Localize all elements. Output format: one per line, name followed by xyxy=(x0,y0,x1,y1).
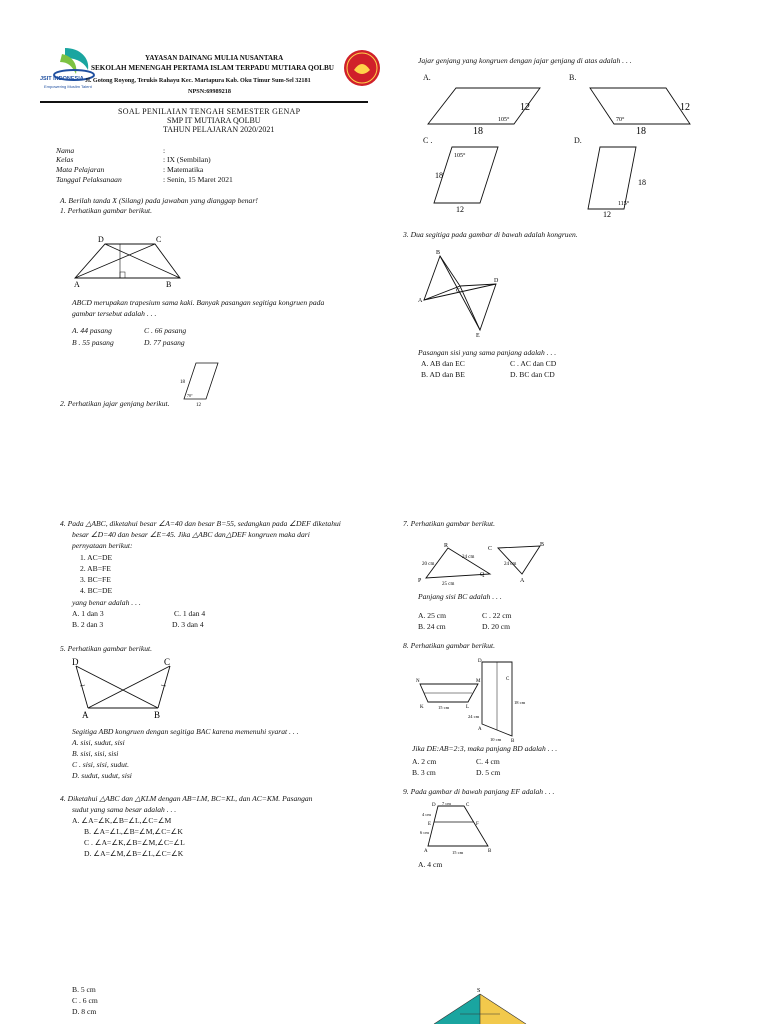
info-label-date: Tanggal Pelaksanaan xyxy=(56,175,122,184)
info-value-date: : Senin, 15 Maret 2021 xyxy=(163,175,233,184)
qr-figure-d xyxy=(588,147,668,217)
q1-label-b: B xyxy=(166,280,172,289)
q8-label-l: L xyxy=(466,705,470,710)
q9-label-f: F xyxy=(476,822,479,827)
q2-parallelogram-figure xyxy=(180,363,224,408)
q4-option-a[interactable]: A. 1 dan 3 xyxy=(72,609,104,618)
header-address: Jl. Gotong Royong, Terukis Rahayu Kec. Martapura Kab. Oku Timur Sum-Sel 32181 xyxy=(85,77,311,84)
q8-label-10: 10 cm xyxy=(490,737,502,742)
q7-option-c[interactable]: C . 22 cm xyxy=(482,611,512,620)
section-a-instruction: A. Berilah tanda X (Silang) pada jawaban yang dianggap benar! xyxy=(60,196,258,205)
q6-option-c[interactable]: C . ∠A=∠K,∠B=∠M,∠C=∠L xyxy=(84,838,185,847)
q8-label-a: A xyxy=(478,727,482,732)
bottom-option-c[interactable]: C . 6 cm xyxy=(72,996,98,1005)
q9-label-e: E xyxy=(428,822,432,827)
qr-d-label-18: 18 xyxy=(638,178,646,187)
q8-text: 8. Perhatikan gambar berikut. xyxy=(403,641,496,650)
qr-option-a-letter[interactable]: A. xyxy=(423,73,431,82)
q1-trapezoid-figure xyxy=(70,234,190,290)
header-school: SEKOLAH MENENGAH PERTAMA ISLAM TERPADU MUTIARA QOLBU xyxy=(91,64,334,72)
q7-label-a: A xyxy=(520,578,525,584)
q9-label-c: C xyxy=(466,803,470,808)
q4-option-c[interactable]: C. 1 dan 4 xyxy=(174,609,206,618)
q7-label-25: 25 cm xyxy=(442,582,455,587)
qr-figure-a xyxy=(428,84,548,136)
q9-label-6: 6 cm xyxy=(420,830,429,835)
q1-desc-line1: ABCD merupakan trapesium sama kaki. Banyak pasangan segitiga kongruen pada xyxy=(72,298,325,307)
school-logo-right xyxy=(344,50,380,86)
header-npsn: NPSN:69989218 xyxy=(188,88,231,95)
qr-option-d-letter[interactable]: D. xyxy=(574,136,582,145)
q1-desc-line2: gambar tersebut adalah . . . xyxy=(72,309,157,318)
q6-option-d[interactable]: D. ∠A=∠M,∠B=∠L,∠C=∠K xyxy=(84,849,184,858)
qr-figure-c xyxy=(434,147,504,217)
q4-item-2: 2. AB=FE xyxy=(80,564,111,573)
info-label-class: Kelas xyxy=(56,155,74,164)
q8-option-a[interactable]: A. 2 cm xyxy=(412,757,437,766)
q8-label-d: D xyxy=(478,659,482,664)
logo-left-sub: Empowering Muslim Talent xyxy=(44,84,92,89)
info-label-name: Nama xyxy=(56,146,75,155)
qr-c-label-18: 18 xyxy=(435,171,443,180)
q6-option-a[interactable]: A. ∠A=∠K,∠B=∠L,∠C=∠M xyxy=(72,816,172,825)
qr-b-label-18: 18 xyxy=(636,126,646,137)
q3-label-c: C xyxy=(456,288,461,294)
q4-item-1: 1. AC=DE xyxy=(80,553,113,562)
q9-label-4: 4 cm xyxy=(422,812,431,817)
q2-label-18: 18 xyxy=(180,380,185,385)
q4-ask: yang benar adalah . . . xyxy=(72,598,141,607)
q9-label-15: 15 cm xyxy=(452,850,464,855)
logo-left-text: JSIT INDONESIA xyxy=(40,76,84,82)
q5-triangles-figure xyxy=(70,658,180,720)
q3-option-a[interactable]: A. AB dan EC xyxy=(421,359,465,368)
q5-text: 5. Perhatikan gambar berikut. xyxy=(60,644,153,653)
q8-label-18: 18 cm xyxy=(514,700,526,705)
q3-label-b: B xyxy=(436,250,441,256)
q7-label-r: R xyxy=(444,543,449,549)
qr-a-label-105: 105° xyxy=(498,117,510,123)
q3-label-a: A xyxy=(418,298,423,304)
q7-label-c: C xyxy=(488,546,493,552)
q8-ask: Jika DE:AB=2:3, maka panjang BD adalah . . . xyxy=(412,744,558,753)
q5-ask: Segitiga ABD kongruen dengan segitiga BAC karena memenuhi syarat . . . xyxy=(72,727,299,736)
q1-option-c[interactable]: C . 66 pasang xyxy=(144,326,187,335)
q8-option-c[interactable]: C. 4 cm xyxy=(476,757,500,766)
q8-label-24: 24 cm xyxy=(468,714,480,719)
qr-a-label-12: 12 xyxy=(520,102,530,113)
q7-option-d[interactable]: D. 20 cm xyxy=(482,622,511,631)
q7-label-p: P xyxy=(418,578,422,584)
q2-label-12: 12 xyxy=(196,403,201,408)
bottom-label-s: S xyxy=(477,988,481,994)
q1-option-a[interactable]: A. 44 pasang xyxy=(72,326,112,335)
q7-label-20: 20 cm xyxy=(422,562,435,567)
q8-option-b[interactable]: B. 3 cm xyxy=(412,768,436,777)
q9-label-d: D xyxy=(432,803,436,808)
q8-label-c: C xyxy=(506,677,510,682)
q8-label-m: M xyxy=(476,679,481,684)
header-org: YAYASAN DAINANG MULIA NUSANTARA xyxy=(145,54,284,62)
q4-item-4: 4. BC=DE xyxy=(80,586,113,595)
q7-option-a[interactable]: A. 25 cm xyxy=(418,611,447,620)
q5-label-d: D xyxy=(72,657,79,667)
q4-line3: pernyataan berikut: xyxy=(72,541,133,550)
q5-option-a[interactable]: A. sisi, sudut, sisi xyxy=(72,738,125,747)
q7-label-q: Q xyxy=(480,572,485,578)
info-value-class: : IX (Sembilan) xyxy=(163,155,211,164)
q7-ask: Panjang sisi BC adalah . . . xyxy=(418,592,502,601)
bottom-option-b[interactable]: B. 5 cm xyxy=(72,985,96,994)
q8-label-k: K xyxy=(420,705,424,710)
q8-label-b: B xyxy=(511,739,515,744)
qr-a-label-18: 18 xyxy=(473,126,483,137)
qr-b-label-12: 12 xyxy=(680,102,690,113)
q8-label-n: N xyxy=(416,679,420,684)
qr-option-b-letter[interactable]: B. xyxy=(569,73,577,82)
q9-label-b: B xyxy=(488,849,492,854)
q4-line1: 4. Pada △ABC, diketahui besar ∠A=40 dan besar B=55, sedangkan pada ∠DEF diketahui xyxy=(60,519,341,528)
q9-label-a: A xyxy=(424,849,428,854)
q3-option-c[interactable]: C . AC dan CD xyxy=(510,359,557,368)
info-label-subject: Mata Pelajaran xyxy=(56,165,105,174)
q3-ask: Pasangan sisi yang sama panjang adalah . . . xyxy=(418,348,557,357)
qr-d-label-12: 12 xyxy=(603,210,611,219)
q1-option-d[interactable]: D. 77 pasang xyxy=(144,338,185,347)
q6-option-b[interactable]: B. ∠A=∠L,∠B=∠M,∠C=∠K xyxy=(84,827,183,836)
q9-trapezoid-figure xyxy=(418,800,508,858)
q1-label-a: A xyxy=(74,280,80,289)
qr-text: Jajar genjang yang kongruen dengan jajar genjang di atas adalah . . . xyxy=(418,56,632,65)
q1-text: 1. Perhatikan gambar berikut. xyxy=(60,206,153,215)
info-value-name: : xyxy=(163,146,166,155)
q5-option-d[interactable]: D. sudut, sudut, sisi xyxy=(72,771,132,780)
title-line3: TAHUN PELAJARAN 2020/2021 xyxy=(163,125,275,134)
q7-text: 7. Perhatikan gambar berikut. xyxy=(403,519,496,528)
q2-text: 2. Perhatikan jajar genjang berikut. xyxy=(60,399,170,408)
q5-label-c: C xyxy=(164,657,171,667)
q3-option-b[interactable]: B. AD dan BE xyxy=(421,370,465,379)
q6-line1: 4. Diketahui △ABC dan △KLM dengan AB=LM, BC=KL, dan AC=KM. Pasangan xyxy=(60,794,313,803)
q5-option-b[interactable]: B. sisi, sisi, sisi xyxy=(72,749,119,758)
title-line1: SOAL PENILAIAN TENGAH SEMESTER GENAP xyxy=(118,107,301,116)
q1-option-b[interactable]: B . 55 pasang xyxy=(72,338,114,347)
title-line2: SMP IT MUTIARA QOLBU xyxy=(167,116,261,125)
qr-c-label-105: 105° xyxy=(454,153,466,159)
q4-item-3: 3. BC=FE xyxy=(80,575,111,584)
q3-text: 3. Dua segitiga pada gambar di bawah adalah kongruen. xyxy=(403,230,578,239)
q5-label-b: B xyxy=(154,710,161,720)
q4-option-d[interactable]: D. 3 dan 4 xyxy=(172,620,204,629)
q9-option-a[interactable]: A. 4 cm xyxy=(418,860,443,869)
qr-option-c-letter[interactable]: C . xyxy=(423,136,433,145)
bottom-option-d[interactable]: D. 8 cm xyxy=(72,1007,97,1016)
qr-b-label-70: 70° xyxy=(616,117,625,123)
q7-triangles-figure xyxy=(418,540,558,590)
q5-option-c[interactable]: C . sisi, sisi, sudut. xyxy=(72,760,129,769)
header-divider xyxy=(40,101,368,103)
q9-text: 9. Pada gambar di bawah panjang EF adalah . . . xyxy=(403,787,555,796)
q1-label-d: D xyxy=(98,235,104,244)
q5-label-a: A xyxy=(82,710,89,720)
q7-option-b[interactable]: B. 24 cm xyxy=(418,622,446,631)
q9-label-7: 7 cm xyxy=(442,801,451,806)
qr-figure-b xyxy=(590,84,700,136)
q4-line2: besar ∠D=40 dan besar ∠E=45. Jika △ABC dan△DEF kongruen maka dari xyxy=(72,530,310,539)
q3-triangles-figure xyxy=(418,246,508,338)
q7-label-b: B xyxy=(540,542,545,548)
q8-option-d[interactable]: D. 5 cm xyxy=(476,768,501,777)
qr-d-label-115: 115° xyxy=(618,201,630,207)
bottom-triangle-figure xyxy=(430,986,550,1024)
q2-label-70: 70° xyxy=(187,393,193,398)
q3-label-d: D xyxy=(494,278,499,284)
qr-c-label-12: 12 xyxy=(456,205,464,214)
q7-label-24b: 24 cm xyxy=(504,562,517,567)
q8-figure xyxy=(416,660,536,742)
q8-label-15: 15 cm xyxy=(438,705,450,710)
q3-option-d[interactable]: D. BC dan CD xyxy=(510,370,555,379)
q7-label-24a: 24 cm xyxy=(462,555,475,560)
q1-label-c: C xyxy=(156,235,162,244)
mutiara-qolbu-logo-icon xyxy=(344,50,380,86)
q3-label-e: E xyxy=(476,333,480,339)
q6-line2: sudut yang sama besar adalah . . . xyxy=(72,805,177,814)
q4-option-b[interactable]: B. 2 dan 3 xyxy=(72,620,104,629)
info-value-subject: : Matematika xyxy=(163,165,204,174)
